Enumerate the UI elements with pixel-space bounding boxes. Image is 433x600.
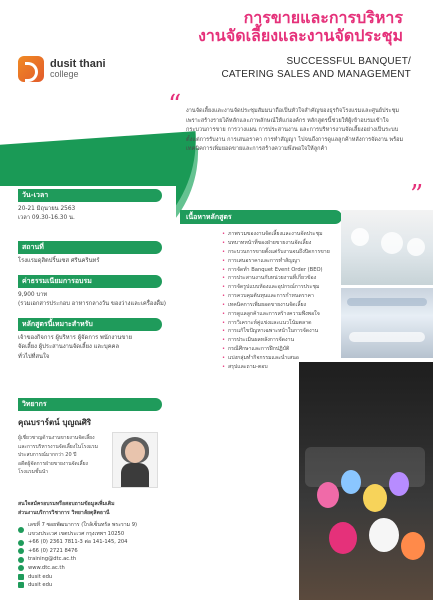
contact-line[interactable]: dusit edu (28, 582, 53, 589)
course-item: • แบ่งกลุ่มทำกิจกรรมและนำเสนอ (222, 354, 378, 363)
course-item: • การเสนอราคาและการทำสัญญา (222, 257, 378, 266)
lecturer-body (121, 463, 149, 488)
seating-row-icon (349, 332, 425, 342)
place-text: โรงแรมดุสิตปริ้นเซส ศรีนครินทร์ (18, 258, 100, 264)
english-title-line-2: CATERING SALES AND MANAGEMENT (221, 68, 411, 80)
contact-phone[interactable]: +66 (0) 2361 7811-3 ต่อ 141-145, 204 (28, 539, 128, 546)
course-item: • การจัดทำ Banquet Event Order (BEO) (222, 266, 378, 275)
fee-note: (รวมเอกสารประกอบ อาหารกลางวัน ของว่างและเครื่องดื่ม) (18, 301, 167, 308)
course-item: • การประเมินผลหลังการจัดงาน (222, 336, 378, 345)
logo-text (50, 59, 106, 79)
thai-title-line-2: งานจัดเลี้ยงและงานจัดประชุม (198, 28, 403, 46)
contact-email-row[interactable] (18, 555, 178, 564)
table-decor-icon (351, 228, 369, 246)
lecturer-face (125, 441, 145, 463)
contact-heading: สนใจสมัครอบรมหรือสอบถามข้อมูลเพิ่มเติม ส่วนงานบริการวิชาการ วิทยาลัยดุสิตธานี (18, 501, 115, 516)
date-time-header: วัน-เวลา (18, 189, 162, 202)
dusit-logo-icon (18, 56, 44, 82)
facebook-icon (18, 574, 24, 580)
phone-icon (18, 540, 24, 546)
ceiling-light-icon (347, 298, 427, 306)
balloon-icon (329, 522, 357, 554)
email-icon (18, 557, 24, 563)
line-icon (18, 582, 24, 588)
lecturer-name: คุณบราร์ตน์ บุญณศิริ (18, 418, 92, 427)
quote-open-icon: “ (168, 90, 182, 120)
course-content-header: เนื้อหาหลักสูตร (180, 210, 342, 224)
fax-icon (18, 548, 24, 554)
contact-fax: +66 (0) 2721 8476 (28, 547, 78, 554)
course-item: • เทคนิคการเพิ่มยอดขายงานจัดเลี้ยง (222, 301, 378, 310)
contact-web[interactable]: www.dtc.ac.th (28, 565, 65, 572)
contact-social[interactable]: dusit edu (28, 573, 53, 580)
contact-fax-row (18, 547, 178, 556)
fee-amount: 9,900 บาท (18, 292, 48, 298)
place-header: สถานที่ (18, 241, 162, 254)
contact-social-row[interactable] (18, 573, 178, 582)
course-item: • การดูแลลูกค้าและการสร้างความพึงพอใจ (222, 310, 378, 319)
course-item: • บทบาทหน้าที่ของฝ่ายขายงานจัดเลี้ยง (222, 239, 378, 248)
balloon-icon (369, 518, 399, 552)
target-header: หลักสูตรนี้เหมาะสำหรับ (18, 318, 162, 331)
conference-room-photo (341, 288, 433, 358)
fee-text (18, 291, 168, 310)
logo-line-2: college (50, 69, 79, 79)
logo-line-1: dusit thani (50, 58, 106, 70)
balloon-icon (401, 532, 425, 560)
contact-email[interactable]: training@dtc.ac.th (28, 556, 77, 563)
web-icon (18, 565, 24, 571)
fee-header: ค่าธรรมเนียมการอบรม (18, 275, 162, 288)
logo (18, 56, 106, 82)
course-item: • กรณีศึกษาและการฝึกปฏิบัติ (222, 345, 378, 354)
balloon-icon (363, 484, 387, 512)
course-item: • การจัดรูปแบบห้องและอุปกรณ์การประชุม (222, 283, 378, 292)
course-item: • การแก้ไขปัญหาเฉพาะหน้าในการจัดงาน (222, 327, 378, 336)
course-item: • การประสานงานกับหน่วยงานที่เกี่ยวข้อง (222, 274, 378, 283)
contact-line-row[interactable] (18, 581, 178, 590)
contact-web-row[interactable] (18, 564, 178, 573)
balloon-icon (389, 472, 409, 496)
english-title (221, 56, 411, 81)
banquet-room-photo (341, 210, 433, 285)
course-item: • กระบวนการขายตั้งแต่รับงานจนถึงปิดการขาย (222, 248, 378, 257)
contact-phone-row[interactable] (18, 538, 178, 547)
lecturer-photo (112, 432, 158, 488)
course-item: • การควบคุมต้นทุนและการกำหนดราคา (222, 292, 378, 301)
table-decor-icon (381, 232, 403, 254)
lecturer-bio: ผู้เชี่ยวชาญด้านงานขายงานจัดเลี้ยง และการบริหารงานจัดเลี้ยงในโรงแรม ประสบการณ์มากกว่า 20 ปี อดีตผู้จัดการฝ่ายขายงานจัดเลี้ยง โรงแรมชั้นนำ (18, 435, 99, 475)
contact-address: เลขที่ 7 ซอยพัฒนาการ (ใกล้เซ็นทรัล พระราม 9) แขวงประเวศ เขตประเวศ กรุงเทพฯ 10250 (28, 522, 138, 537)
date-time-text: 20-21 มิถุนายน 2563 เวลา 09.30-16.30 น. (18, 206, 76, 222)
contact-block (18, 500, 178, 590)
target-text: เจ้าของกิจการ ผู้บริหาร ผู้จัดการ พนักงานขาย จัดเลี้ยง ผู้ประสานงานจัดเลี้ยง และบุคคล ทั่วไปที่สนใจ (18, 335, 132, 360)
course-item: • การวิเคราะห์คู่แข่งและแนวโน้มตลาด (222, 319, 378, 328)
table-decor-icon (407, 238, 425, 256)
thai-title-line-1: การขายและการบริหาร (243, 10, 403, 27)
course-item: • ภาพรวมของงานจัดเลี้ยงและงานจัดประชุม (222, 230, 378, 239)
balloon-icon (317, 482, 339, 508)
thai-title (198, 10, 403, 47)
quote-close-icon: ” (410, 180, 424, 210)
contact-address-row (18, 521, 178, 538)
lecturer-header: วิทยากร (18, 398, 162, 411)
intro-paragraph: งานจัดเลี้ยงและงานจัดประชุมสัมมนาถือเป็นหัวใจสำคัญของธุรกิจโรงแรมและศูนย์ประชุม เพราะสร้างรายได้หลักและภาพลักษณ์ให้แก่องค์กร หลักสูตรนี้ช่วยให้ผู้เข้าอบรมเข้าใจกระบวนการขาย การวางแผน การประสานงาน และการบริหารงานจัดเลี้ยงอย่างเป็นระบบ ตั้งแต่การรับงาน การเสนอราคา การทำสัญญา ไปจนถึงการดูแลลูกค้าหลังการจัดงาน พร้อมเทคนิคการเพิ่มยอดขายและการสร้างความพึงพอใจให้ลูกค้า (186, 108, 404, 152)
course-item: • สรุปและถาม-ตอบ (222, 363, 378, 372)
balloon-icon (341, 470, 361, 494)
english-title-line-1: SUCCESSFUL BANQUET/ (286, 56, 411, 67)
location-icon (18, 527, 24, 533)
event-balloons-photo (299, 362, 433, 600)
